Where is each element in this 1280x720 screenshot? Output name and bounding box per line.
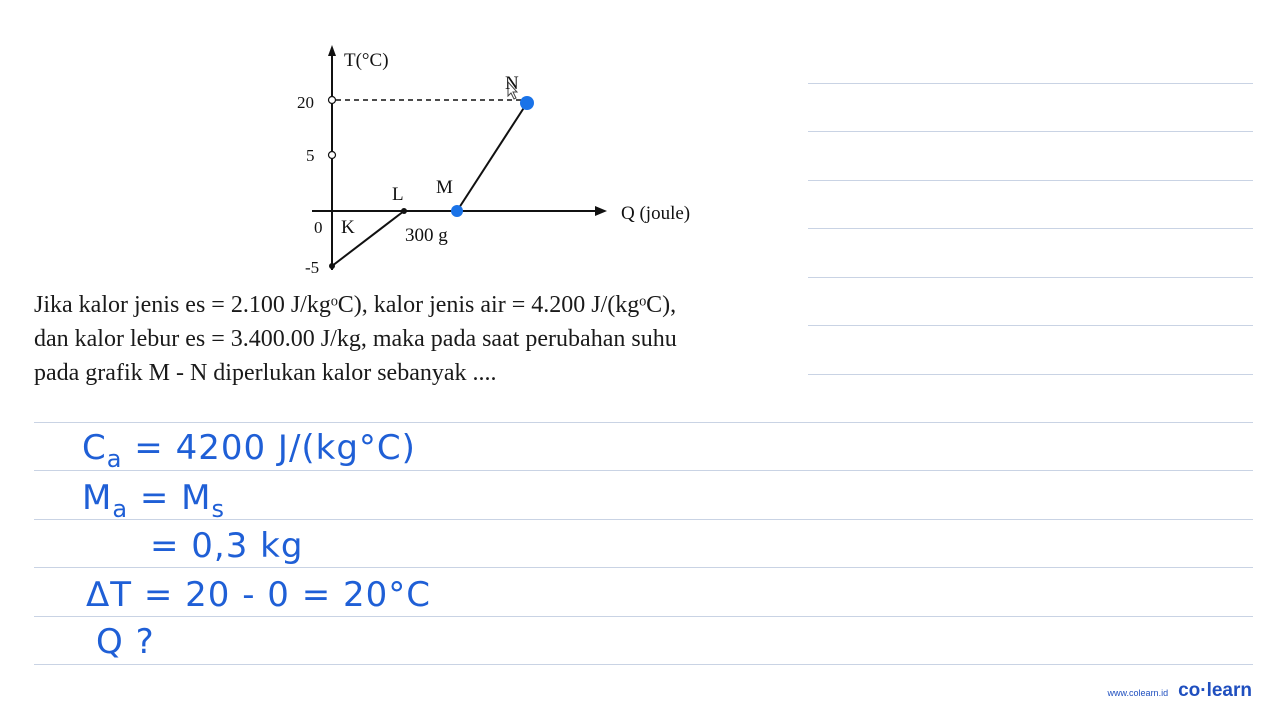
question-line-1: Jika kalor jenis es = 2.100 J/kgᵒC), kalor jenis air = 4.200 J/(kgᵒC), [34, 292, 677, 318]
work-line-2-mid: = M [139, 478, 212, 518]
footer-url: www.colearn.id [1107, 688, 1169, 698]
y-tick-marker-5 [329, 152, 336, 159]
point-L [401, 208, 407, 214]
question-line-2: dan kalor lebur es = 3.400.00 J/kg, maka pada saat perubahan suhu [34, 326, 677, 352]
temperature-heat-graph [0, 0, 760, 290]
y-axis-arrowhead [328, 45, 336, 56]
rule-line [34, 422, 1253, 423]
point-N [520, 96, 534, 110]
point-label-M: M [436, 177, 453, 198]
y-tick-label-5: 5 [306, 146, 315, 165]
point-label-K: K [341, 217, 355, 238]
work-var-m: M [82, 478, 113, 518]
point-M [451, 205, 463, 217]
rule-line [808, 180, 1253, 181]
rule-line [808, 374, 1253, 375]
x-axis-label: Q (joule) [621, 203, 691, 224]
point-label-N: N [505, 73, 519, 94]
rule-line [808, 83, 1253, 84]
rule-line [34, 664, 1253, 665]
rule-line [34, 616, 1253, 617]
work-line-4: ΔT = 20 - 0 = 20°C [86, 575, 432, 615]
rule-line [34, 567, 1253, 568]
rule-line [34, 470, 1253, 471]
rule-line [808, 228, 1253, 229]
work-line-3: = 0,3 kg [150, 526, 304, 566]
brand-logo: co·learn [1178, 680, 1252, 701]
y-tick-marker-20 [329, 97, 336, 104]
question-line-3: pada grafik M - N diperlukan kalor sebanyak .... [34, 360, 497, 386]
work-line-1 [82, 428, 416, 473]
y-tick-label-20: 20 [297, 93, 314, 112]
point-K [329, 263, 335, 269]
y-tick-label-neg5: -5 [305, 258, 320, 277]
work-sub-a: a [106, 445, 123, 473]
question-text [34, 288, 814, 390]
point-label-L: L [392, 184, 404, 205]
work-line-1-rest: = 4200 J/(kg°C) [134, 428, 416, 468]
x-axis-arrowhead [595, 206, 607, 216]
work-sub-a2: a [112, 495, 129, 523]
work-sub-s: s [211, 495, 226, 523]
y-tick-label-0: 0 [314, 218, 323, 237]
rule-line [808, 131, 1253, 132]
footer-branding [1108, 680, 1252, 702]
segment-M-N [457, 103, 527, 211]
work-line-5: Q ? [96, 622, 155, 662]
rule-line [808, 277, 1253, 278]
rule-line [808, 325, 1253, 326]
work-line-2 [82, 478, 226, 523]
y-axis-label: T(°C) [344, 50, 389, 71]
work-var-c: C [82, 428, 107, 468]
mass-label: 300 g [405, 225, 448, 246]
